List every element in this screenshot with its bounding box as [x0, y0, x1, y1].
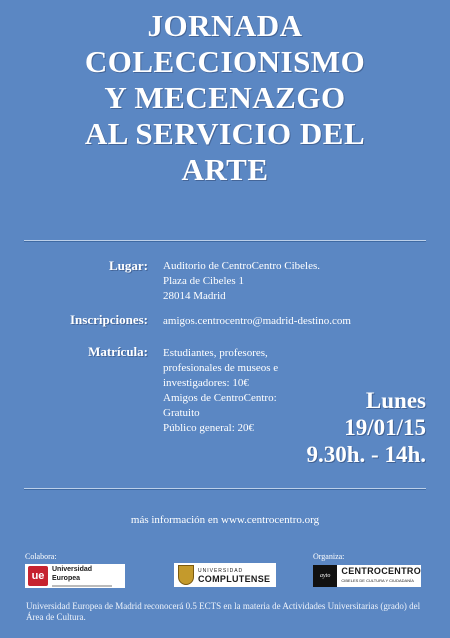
ue-mark-icon: ue	[28, 566, 48, 586]
lugar-value	[163, 259, 320, 304]
matricula-line-4: Amigos de CentroCentro:	[163, 392, 277, 404]
lugar-line-3: 28014 Madrid	[163, 290, 226, 302]
more-info-link[interactable]: más información en www.centrocentro.org	[130, 514, 320, 526]
ue-line-1: Universidad	[52, 566, 93, 573]
cc-name: CENTROCENTRO	[341, 566, 421, 576]
title-line-2: COLECCIONISMO	[84, 44, 366, 79]
inscripciones-label: Inscripciones:	[70, 312, 148, 327]
event-time: 9.30h. - 14h.	[306, 442, 426, 467]
ucm-name: COMPLUTENSE	[198, 574, 271, 584]
ucm-small: UNIVERSIDAD	[198, 568, 244, 574]
centrocentro-logo	[313, 565, 421, 587]
inscripciones-email-text: amigos.centrocentro@madrid-destino.com	[163, 315, 351, 327]
cc-small: CIBELES DE CULTURA Y CIUDADANÍA	[341, 578, 414, 583]
matricula-value	[163, 346, 278, 436]
organiza-label: Organiza:	[313, 552, 345, 561]
colabora-label: Colabora:	[25, 552, 57, 561]
title-line-5: ARTE	[181, 152, 269, 187]
event-day: Lunes	[365, 388, 426, 413]
matricula-line-2: profesionales de museos e	[163, 362, 279, 374]
complutense-crest-icon	[178, 565, 194, 585]
bottom-divider	[24, 488, 426, 490]
top-divider	[24, 240, 426, 242]
lugar-label: Lugar:	[109, 258, 148, 273]
matricula-label: Matrícula:	[88, 344, 148, 359]
centrocentro-wordmark	[341, 567, 421, 585]
madrid-mark-icon: ayto	[313, 565, 337, 587]
matricula-line-3: investigadores: 10€	[163, 377, 249, 389]
inscripciones-email[interactable]	[163, 314, 351, 329]
matricula-line-5: Gratuito	[163, 407, 200, 419]
matricula-line-6: Público general: 20€	[163, 422, 255, 434]
complutense-logo	[174, 563, 276, 587]
title-line-4: AL SERVICIO DEL	[84, 116, 366, 151]
universidad-europea-logo	[25, 564, 125, 588]
event-date	[307, 387, 427, 468]
ue-wordmark	[52, 565, 112, 587]
complutense-wordmark	[198, 567, 270, 583]
lugar-line-1: Auditorio de CentroCentro Cibeles.	[163, 260, 321, 272]
lugar-line-2: Plaza de Cibeles 1	[163, 275, 244, 287]
ue-tagline-bar	[52, 585, 112, 587]
poster-title	[0, 8, 450, 188]
ects-footnote: Universidad Europea de Madrid reconocerá 0.5 ECTS en la materia de Actividades Universitarias (grado) del Área de Cultura.	[26, 601, 421, 622]
title-line-1: JORNADA	[147, 8, 303, 43]
title-line-3: Y MECENAZGO	[104, 80, 346, 115]
matricula-line-1: Estudiantes, profesores,	[163, 347, 268, 359]
event-date-value: 19/01/15	[344, 415, 426, 440]
ue-line-2: Europea	[52, 575, 81, 582]
